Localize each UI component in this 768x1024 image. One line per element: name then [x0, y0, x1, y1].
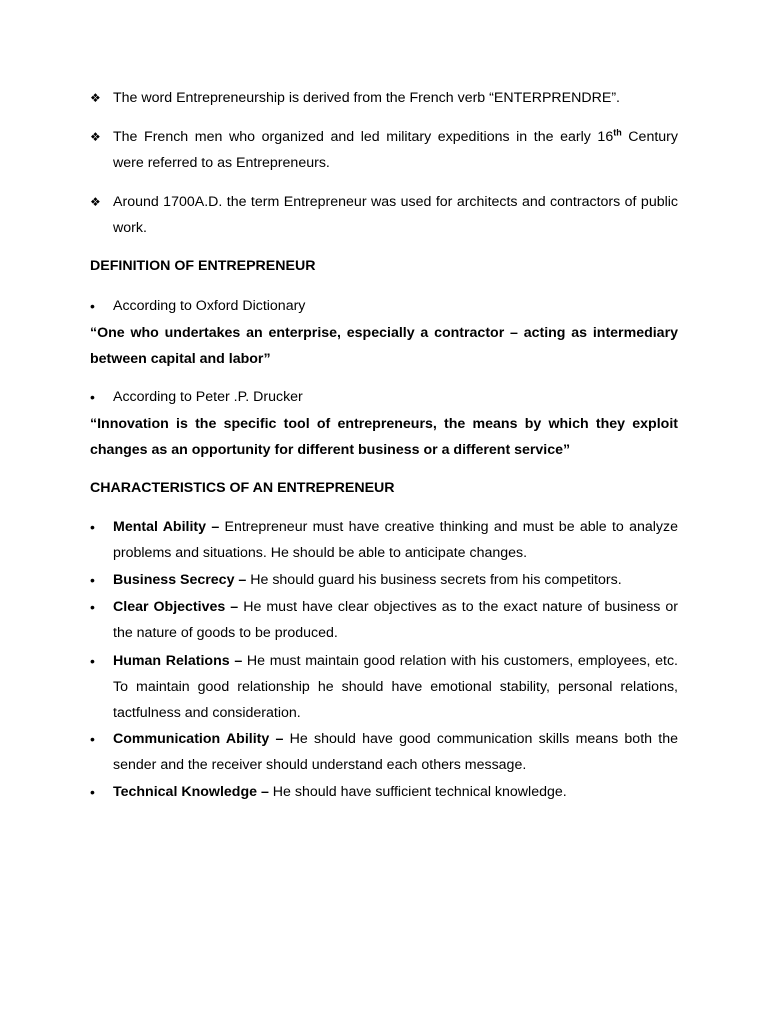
diamond-bullet-icon: ❖: [90, 195, 101, 209]
characteristic-item: [90, 726, 678, 778]
intro-text-after-sup: Century were referred to as Entrepreneurs.: [113, 129, 678, 171]
intro-bullet-item: [90, 189, 678, 241]
definition-heading: DEFINITION OF ENTREPRENEUR: [90, 258, 316, 274]
characteristic-description: He should guard his business secrets from his competitors.: [246, 572, 622, 588]
characteristic-item: [90, 648, 678, 726]
characteristic-text: [113, 567, 678, 593]
intro-bullet-item: [90, 85, 678, 111]
round-bullet-icon: •: [90, 572, 95, 588]
characteristic-term: Clear Objectives –: [113, 599, 239, 615]
characteristic-text: [113, 726, 678, 778]
intro-bullet-text: Around 1700A.D. the term Entrepreneur was used for architects and contractors of public work.: [113, 194, 678, 236]
characteristic-term: Mental Ability –: [113, 519, 220, 535]
round-bullet-icon: •: [90, 298, 95, 314]
intro-bullet-item: [90, 124, 678, 176]
definition-quote: “One who undertakes an enterprise, especially a contractor – acting as intermediary between capital and labor”: [90, 325, 678, 367]
intro-bullet-text: The word Entrepreneurship is derived from the French verb “ENTERPRENDRE”.: [113, 90, 620, 106]
ordinal-superscript: th: [613, 127, 622, 138]
characteristic-description: He should have good communication skills means both the sender and the receiver should understand each others message.: [113, 731, 678, 773]
round-bullet-icon: •: [90, 389, 95, 405]
characteristic-item: [90, 594, 678, 646]
round-bullet-icon: •: [90, 599, 95, 615]
diamond-bullet-icon: ❖: [90, 91, 101, 105]
round-bullet-icon: •: [90, 653, 95, 669]
characteristic-term: Communication Ability –: [113, 731, 284, 747]
definition-quote: “Innovation is the specific tool of entrepreneurs, the means by which they exploit changes as an opportunity for different business or a different service”: [90, 416, 678, 458]
characteristics-heading: CHARACTERISTICS OF AN ENTREPRENEUR: [90, 480, 395, 496]
round-bullet-icon: •: [90, 784, 95, 800]
characteristic-item: [90, 514, 678, 566]
characteristic-text: [113, 779, 678, 805]
characteristic-description: He must maintain good relation with his customers, employees, etc. To maintain good relationship he should have emotional stability, personal relations, tactfulness and consideration.: [113, 653, 678, 721]
characteristic-item: [90, 567, 678, 593]
characteristic-term: Human Relations –: [113, 653, 243, 669]
round-bullet-icon: •: [90, 519, 95, 535]
definition-source-item: [90, 384, 678, 410]
definition-source-label: According to Peter .P. Drucker: [113, 389, 303, 405]
characteristic-text: [113, 648, 678, 726]
characteristic-description: He should have sufficient technical knowledge.: [268, 784, 567, 800]
diamond-bullet-icon: ❖: [90, 130, 101, 144]
characteristic-description: Entrepreneur must have creative thinking and must be able to analyze problems and situations. He should be able to anticipate changes.: [113, 519, 678, 561]
intro-text-before-sup: The French men who organized and led military expeditions in the early 16: [113, 129, 614, 145]
definition-source-label: According to Oxford Dictionary: [113, 298, 306, 314]
intro-bullet-text: [113, 124, 678, 176]
characteristic-text: [113, 594, 678, 646]
characteristic-term: Technical Knowledge –: [113, 784, 269, 800]
characteristic-term: Business Secrecy –: [113, 572, 247, 588]
definition-source-item: [90, 293, 678, 319]
round-bullet-icon: •: [90, 731, 95, 747]
characteristic-text: [113, 514, 678, 566]
characteristic-item: [90, 779, 678, 805]
characteristic-description: He must have clear objectives as to the exact nature of business or the nature of goods to be produced.: [113, 599, 678, 641]
